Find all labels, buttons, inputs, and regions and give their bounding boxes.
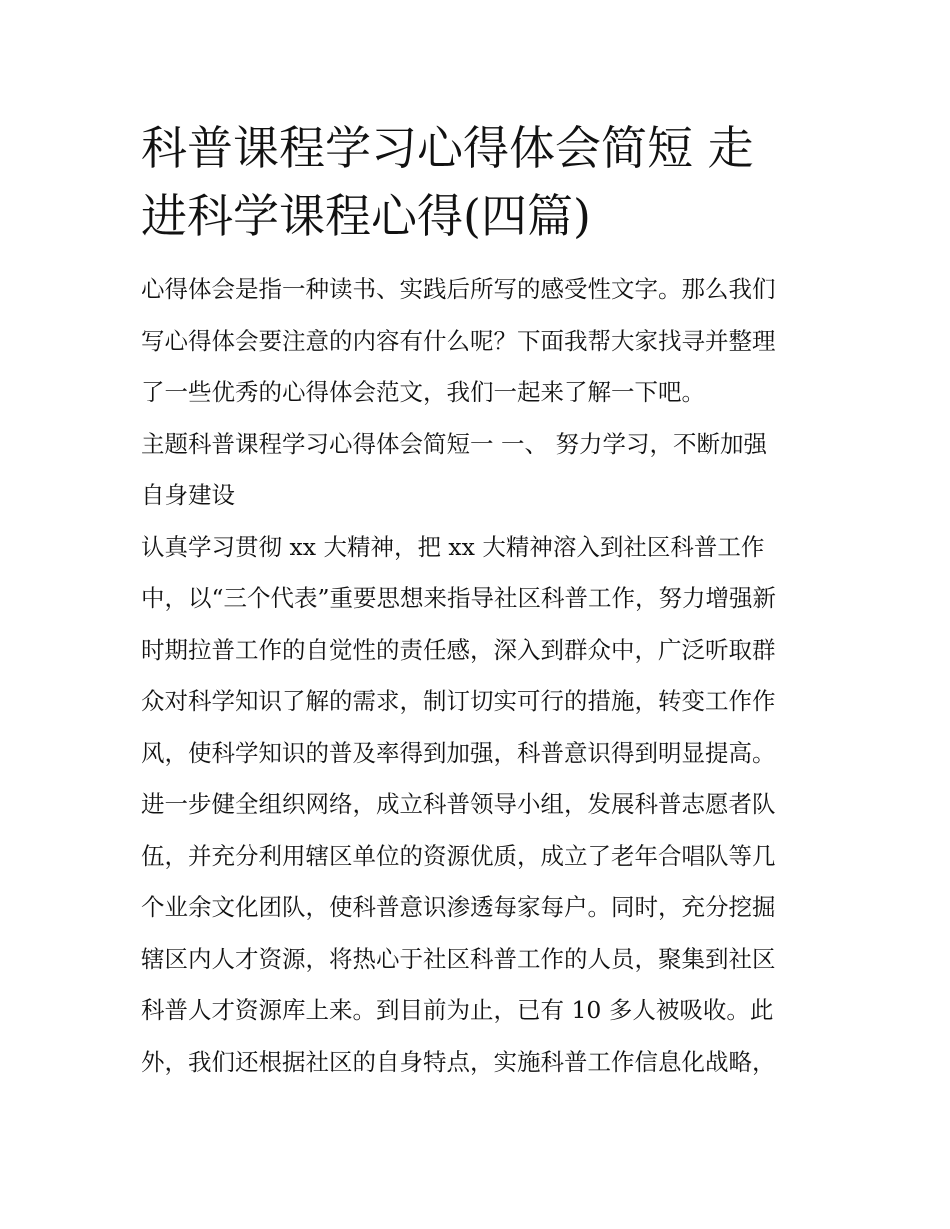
text-line: 伍，并充分利用辖区单位的资源优质，成立了老年合唱队等几 <box>141 841 776 870</box>
text-line: 认真学习贯彻 xx 大精神，把 xx 大精神溶入到社区科普工作 <box>141 532 765 561</box>
title-line: 进科学课程心得(四篇) <box>141 189 591 243</box>
text-line: 心得体会是指一种读书、实践后所写的感受性文字。那么我们 <box>141 275 776 303</box>
text-line: 外，我们还根据社区的自身特点，实施科普工作信息化战略， <box>141 1047 776 1076</box>
text-line: 众对科学知识了解的需求，制订切实可行的措施，转变工作作 <box>141 687 776 715</box>
text-line: 写心得体会要注意的内容有什么呢？下面我帮大家找寻并整理 <box>141 326 776 355</box>
intro-paragraph <box>141 264 821 419</box>
text-line: 自身建设 <box>141 481 235 509</box>
body-paragraph <box>141 522 821 1089</box>
text-line: 科普人才资源库上来。到目前为止，已有 10 多人被吸收。此 <box>141 996 774 1024</box>
text-line: 辖区内人才资源，将热心于社区科普工作的人员，聚集到社区 <box>141 944 776 973</box>
text-line: 时期拉普工作的自觉性的责任感，深入到群众中，广泛听取群 <box>141 635 776 664</box>
document-title <box>141 114 821 250</box>
text-line: 了一些优秀的心得体会范文，我们一起来了解一下吧。 <box>141 378 705 406</box>
document-body <box>141 114 821 1088</box>
text-line: 主题科普课程学习心得体会简短一 一、 努力学习，不断加强 <box>141 429 767 458</box>
text-line: 个业余文化团队，使科普意识渗透每家每户。同时，充分挖掘 <box>141 893 776 921</box>
text-line: 进一步健全组织网络，成立科普领导小组，发展科普志愿者队 <box>141 790 776 818</box>
text-line: 风，使科学知识的普及率得到加强，科普意识得到明显提高。 <box>141 738 776 767</box>
text-line: 中，以“三个代表”重要思想来指导社区科普工作，努力增强新 <box>141 584 777 612</box>
title-line: 科普课程学习心得体会简短 走 <box>141 121 754 175</box>
section-heading <box>141 419 821 522</box>
